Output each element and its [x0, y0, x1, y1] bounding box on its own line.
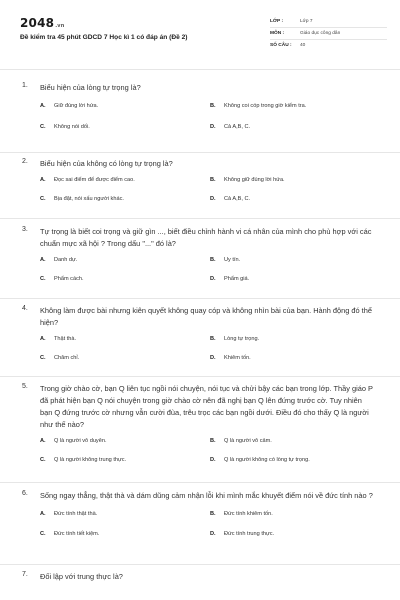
option-letter: A. [40, 103, 46, 109]
answer-option-d[interactable] [210, 355, 380, 362]
option-letter: D. [210, 355, 216, 361]
option-letter: D. [210, 457, 216, 463]
option-text: Thật thà. [54, 336, 77, 342]
option-text: Danh dự. [54, 257, 78, 263]
answer-option-b[interactable] [210, 511, 380, 518]
question-number: 4. [22, 305, 28, 312]
question-item [0, 79, 400, 153]
answer-option-c[interactable] [40, 457, 210, 464]
option-letter: D. [210, 124, 216, 130]
answer-option-a[interactable] [40, 511, 210, 518]
question-item [0, 565, 400, 595]
option-letter: D. [210, 531, 216, 537]
option-letter: C. [40, 124, 46, 130]
option-letter: D. [210, 276, 216, 282]
option-text: Q là người không trung thực. [54, 457, 127, 463]
answer-option-b[interactable] [210, 257, 380, 264]
site-logo[interactable] [20, 16, 250, 30]
exam-info-box [270, 16, 387, 68]
info-row-question-count [270, 40, 387, 52]
answer-options [0, 103, 400, 131]
info-value: 40 [300, 43, 306, 48]
logo-suffix: .vn [55, 23, 65, 29]
info-row-subject [270, 28, 387, 40]
question-item [0, 153, 400, 219]
option-letter: C. [40, 531, 46, 537]
option-letter: C. [40, 276, 46, 282]
answer-option-d[interactable] [210, 196, 380, 203]
option-text: Không giữ đúng lời hứa. [224, 177, 285, 183]
option-letter: C. [40, 196, 46, 202]
answer-option-d[interactable] [210, 457, 380, 464]
option-text: Chăm chỉ. [54, 355, 80, 361]
answer-options [0, 257, 400, 283]
page-header [0, 0, 400, 68]
question-text: Không làm được bài nhưng kiên quyết không quay cóp và không nhìn bài của bạn. Hành động đó thể hiện? [40, 306, 372, 327]
option-letter: B. [210, 438, 216, 444]
option-text: Khiêm tốn. [224, 355, 251, 361]
question-item [0, 377, 400, 483]
option-text: Q là người vô cảm. [224, 438, 272, 444]
option-text: Bịa đặt, nói xấu người khác. [54, 196, 124, 202]
answer-option-b[interactable] [210, 438, 380, 445]
option-text: Lòng tự trọng. [224, 336, 260, 342]
exam-title: Đề kiểm tra 45 phút GDCD 7 Học kì 1 có đáp án (Đề 2) [20, 34, 188, 41]
answer-option-a[interactable] [40, 177, 210, 184]
question-item [0, 219, 400, 299]
question-number: 7. [22, 571, 28, 578]
answer-option-b[interactable] [210, 336, 380, 343]
option-letter: A. [40, 438, 46, 444]
option-text: Không nói dối. [54, 124, 90, 130]
question-number: 5. [22, 383, 28, 390]
info-label: MÔN : [270, 31, 285, 36]
logo-text: 2048 [20, 16, 55, 30]
question-text: Đối lập với trung thực là? [40, 572, 123, 581]
option-letter: D. [210, 196, 216, 202]
option-text: Q là người không có lòng tự trọng. [224, 457, 310, 463]
question-text: Sống ngay thẳng, thật thà và dám dũng cảm nhận lỗi khi mình mắc khuyết điểm nói về đức tính nào ? [40, 491, 373, 500]
answer-option-a[interactable] [40, 438, 210, 445]
question-number: 3. [22, 226, 28, 233]
question-text: Tự trọng là biết coi trọng và giữ gìn ..., biết điều chỉnh hành vi cá nhân của mình cho phù hợp với các chuẩn mực xã hội ? Trong dấu "..." đó là? [40, 227, 372, 248]
answer-options [0, 177, 400, 203]
question-stem [0, 299, 400, 329]
answer-option-c[interactable] [40, 355, 210, 362]
info-value: Giáo dục công dân [300, 31, 341, 36]
question-text: Biểu hiện của không có lòng tự trọng là? [40, 159, 173, 168]
question-stem [0, 219, 400, 250]
info-label: SỐ CÂU : [270, 43, 292, 48]
question-stem [0, 377, 400, 431]
question-number: 1. [22, 82, 28, 89]
question-number: 2. [22, 158, 28, 165]
option-letter: B. [210, 336, 216, 342]
option-letter: B. [210, 257, 216, 263]
option-text: Uy tín. [224, 257, 241, 263]
info-row-class [270, 16, 387, 28]
option-letter: A. [40, 177, 46, 183]
answer-options [0, 438, 400, 464]
answer-option-d[interactable] [210, 276, 380, 283]
option-text: Đức tính trung thực. [224, 531, 275, 537]
question-text: Biểu hiện của lòng tự trọng là? [40, 83, 141, 92]
question-item [0, 299, 400, 377]
option-text: Đức tính khiêm tốn. [224, 511, 273, 517]
question-stem [0, 565, 400, 583]
answer-options [0, 511, 400, 538]
question-item [0, 483, 400, 565]
option-text: Q là người vô duyên. [54, 438, 107, 444]
answer-option-c[interactable] [40, 196, 210, 203]
question-number: 6. [22, 490, 28, 497]
answer-option-c[interactable] [40, 531, 210, 538]
answer-option-a[interactable] [40, 257, 210, 264]
answer-option-d[interactable] [210, 124, 380, 131]
question-stem [0, 79, 400, 94]
option-text: Phẩm cách. [54, 276, 84, 282]
option-text: Cả A,B, C. [224, 124, 251, 130]
question-text: Trong giờ chào cờ, bạn Q liên tục ngồi nói chuyện, nói tục và chửi bậy các bạn trong lớp. Thầy giáo P đã phát hiện bạn Q nói chuyện trong giờ chào cờ nên đã nghị bạn Q lên đứng trước cờ. Tuy nhiên bạn Q đứng trước cờ nhưng vẫn cười đùa, trêu trọc các bạn ngồi dưới. Điều đó cho thấy Q là người như thế nào? [40, 384, 373, 429]
question-stem [0, 153, 400, 170]
answer-option-a[interactable] [40, 103, 210, 110]
answer-option-a[interactable] [40, 336, 210, 343]
option-text: Giữ đúng lời hứa. [54, 103, 99, 109]
info-value: Lớp 7 [300, 19, 313, 24]
option-letter: C. [40, 355, 46, 361]
option-letter: A. [40, 257, 46, 263]
option-text: Không coi cóp trong giờ kiểm tra. [224, 103, 307, 109]
answer-option-c[interactable] [40, 124, 210, 131]
option-letter: A. [40, 336, 46, 342]
option-letter: B. [210, 103, 216, 109]
question-stem [0, 483, 400, 502]
option-letter: B. [210, 511, 216, 517]
header-left [20, 16, 250, 68]
option-letter: C. [40, 457, 46, 463]
option-text: Cả A,B, C. [224, 196, 251, 202]
answer-options [0, 336, 400, 362]
answer-option-d[interactable] [210, 531, 380, 538]
option-text: Đức tính tiết kiệm. [54, 531, 100, 537]
info-label: LỚP : [270, 19, 284, 24]
header-divider [0, 69, 400, 70]
option-letter: B. [210, 177, 216, 183]
question-list [0, 79, 400, 595]
option-letter: A. [40, 511, 46, 517]
option-text: Phẩm giá. [224, 276, 250, 282]
answer-option-b[interactable] [210, 177, 380, 184]
answer-option-b[interactable] [210, 103, 380, 110]
option-text: Đức tính thật thà. [54, 511, 98, 517]
option-text: Đọc sai điểm để được điểm cao. [54, 177, 135, 183]
answer-option-c[interactable] [40, 276, 210, 283]
